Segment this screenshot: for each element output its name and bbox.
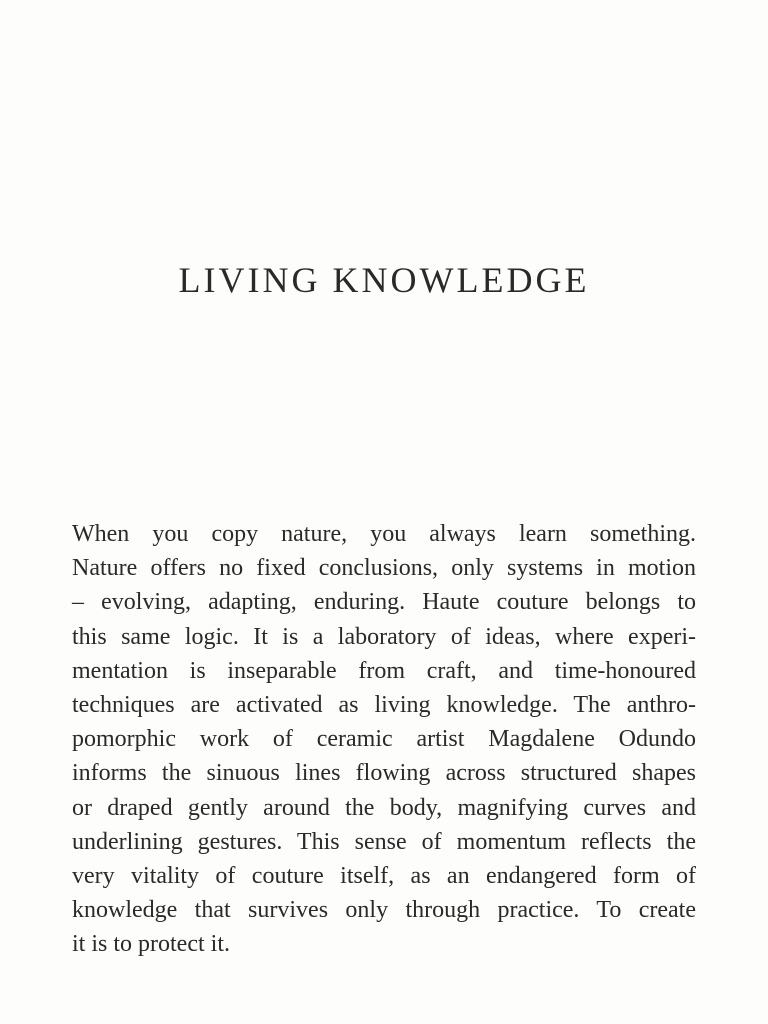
paragraph-line: pomorphic work of ceramic artist Magdalene Odundo — [72, 726, 696, 753]
paragraph-line: knowledge that survives only through practice. To create — [72, 897, 696, 924]
paragraph-line: it is to protect it. — [72, 931, 230, 958]
paragraph-line: this same logic. It is a laboratory of ideas, where experi- — [72, 623, 696, 650]
paragraph-line: very vitality of couture itself, as an endangered form of — [72, 862, 696, 889]
paragraph-line: informs the sinuous lines flowing across structured shapes — [72, 760, 696, 787]
paragraph-line: – evolving, adapting, enduring. Haute couture belongs to — [72, 589, 696, 616]
paragraph-line: mentation is inseparable from craft, and time-honoured — [72, 657, 696, 684]
paragraph-line: techniques are activated as living knowledge. The anthro- — [72, 691, 696, 718]
paragraph-line: When you copy nature, you always learn something. — [72, 521, 696, 547]
paragraph-line: or draped gently around the body, magnifying curves and — [72, 794, 696, 821]
paragraph-line: Nature offers no fixed conclusions, only systems in motion — [72, 555, 696, 582]
paragraph-line: underlining gestures. This sense of momentum reflects the — [72, 828, 696, 855]
page-title: LIVING KNOWLEDGE — [178, 260, 590, 300]
body-paragraph — [72, 517, 696, 961]
